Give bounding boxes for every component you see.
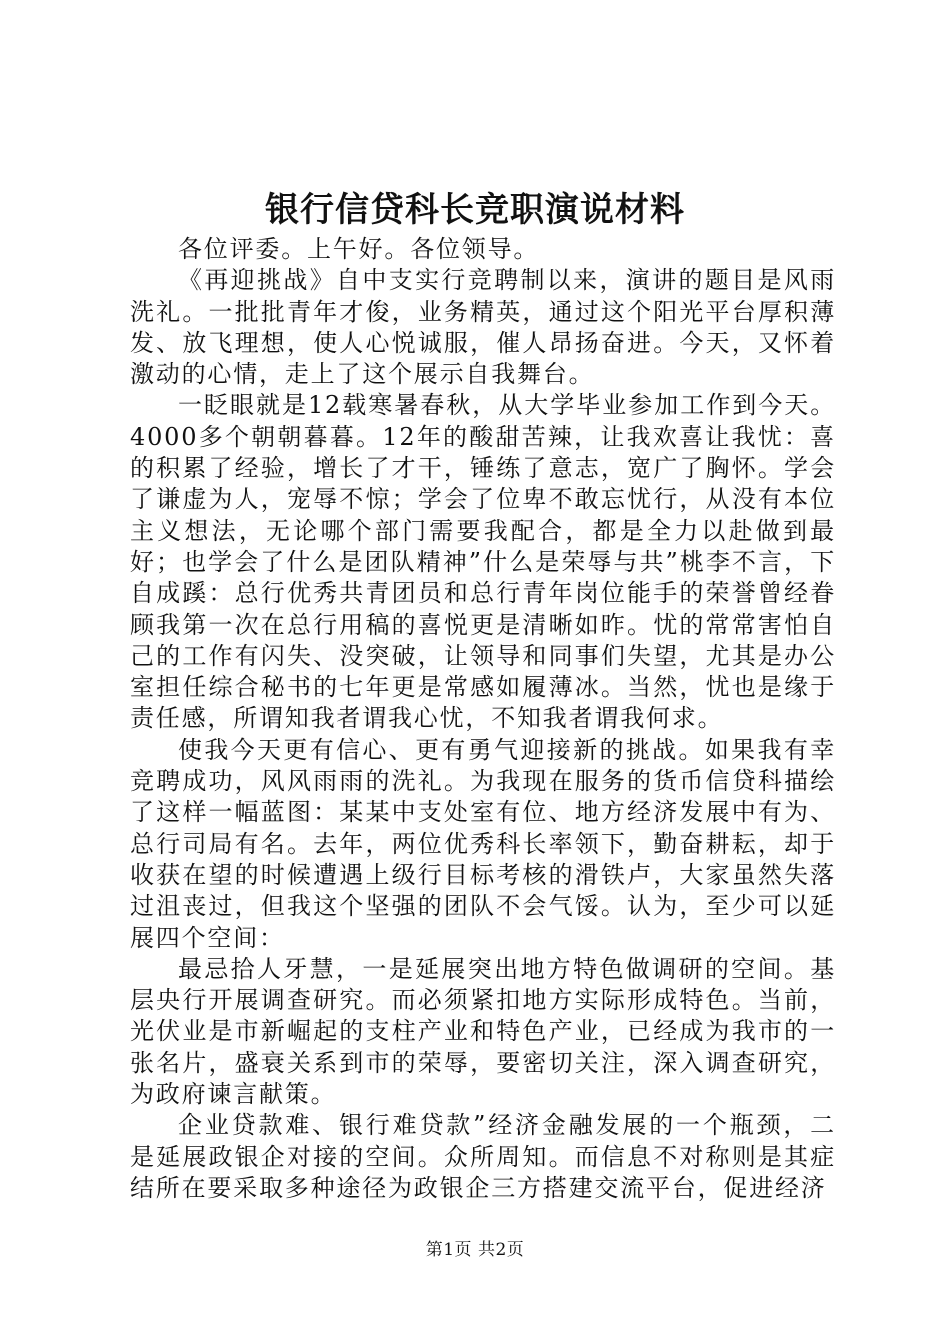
page-footer: 第1页 共2页 [425,1240,525,1260]
document-title: 银行信贷科长竞职演说材料 [265,190,685,230]
paragraph: 一眨眼就是12载寒暑春秋，从大学毕业参加工作到今天。4000多个朝朝暮暮。12年的酸甜苦辣，让我欢喜让我忧：喜的积累了经验，增长了才干，锤练了意志，宽广了胸怀。学会了谦虚为人，宠辱不惊；学会了位卑不敢忘忧行，从没有本位主义想法，无论哪个部门需要我配合，都是全力以赴做到最好；也学会了什么是团队精神”什么是荣辱与共”桃李不言，下自成蹊：总行优秀共青团员和总行青年岗位能手的荣誉曾经眷顾我第一次在总行用稿的喜悦更是清晰如昨。忧的常常害怕自己的工作有闪失、没突破，让领导和同事们失望，尤其是办公室担任综合秘书的七年更是常感如履薄冰。当然，忧也是缘于责任感，所谓知我者谓我心忧，不知我者谓我何求。 [130,391,836,733]
document-body [130,234,836,1204]
paragraph: 企业贷款难、银行难贷款”经济金融发展的一个瓶颈，二是延展政银企对接的空间。众所周知。而信息不对称则是其症结所在要采取多种途径为政银企三方搭建交流平台，促进经济 [130,1111,836,1202]
paragraph: 最忌拾人牙慧，一是延展突出地方特色做调研的空间。基层央行开展调查研究。而必须紧扣地方实际形成特色。当前，光伏业是市新崛起的支柱产业和特色产业，已经成为我市的一张名片，盛衰关系到市的荣辱，要密切关注，深入调查研究，为政府谏言献策。 [130,954,836,1109]
paragraph: 使我今天更有信心、更有勇气迎接新的挑战。如果我有幸竞聘成功，风风雨雨的洗礼。为我现在服务的货币信贷科描绘了这样一幅蓝图：某某中支处室有位、地方经济发展中有为、总行司局有名。去年，两位优秀科长率领下，勤奋耕耘，却于收获在望的时候遭遇上级行目标考核的滑铁卢，大家虽然失落过沮丧过，但我这个坚强的团队不会气馁。认为，至少可以延展四个空间： [130,735,836,952]
paragraph-greeting: 各位评委。上午好。各位领导。 [178,235,540,263]
paragraph: 《再迎挑战》自中支实行竞聘制以来，演讲的题目是风雨洗礼。一批批青年才俊，业务精英，通过这个阳光平台厚积薄发、放飞理想，使人心悦诚服，催人昂扬奋进。今天，又怀着激动的心情，走上了这个展示自我舞台。 [130,266,836,389]
